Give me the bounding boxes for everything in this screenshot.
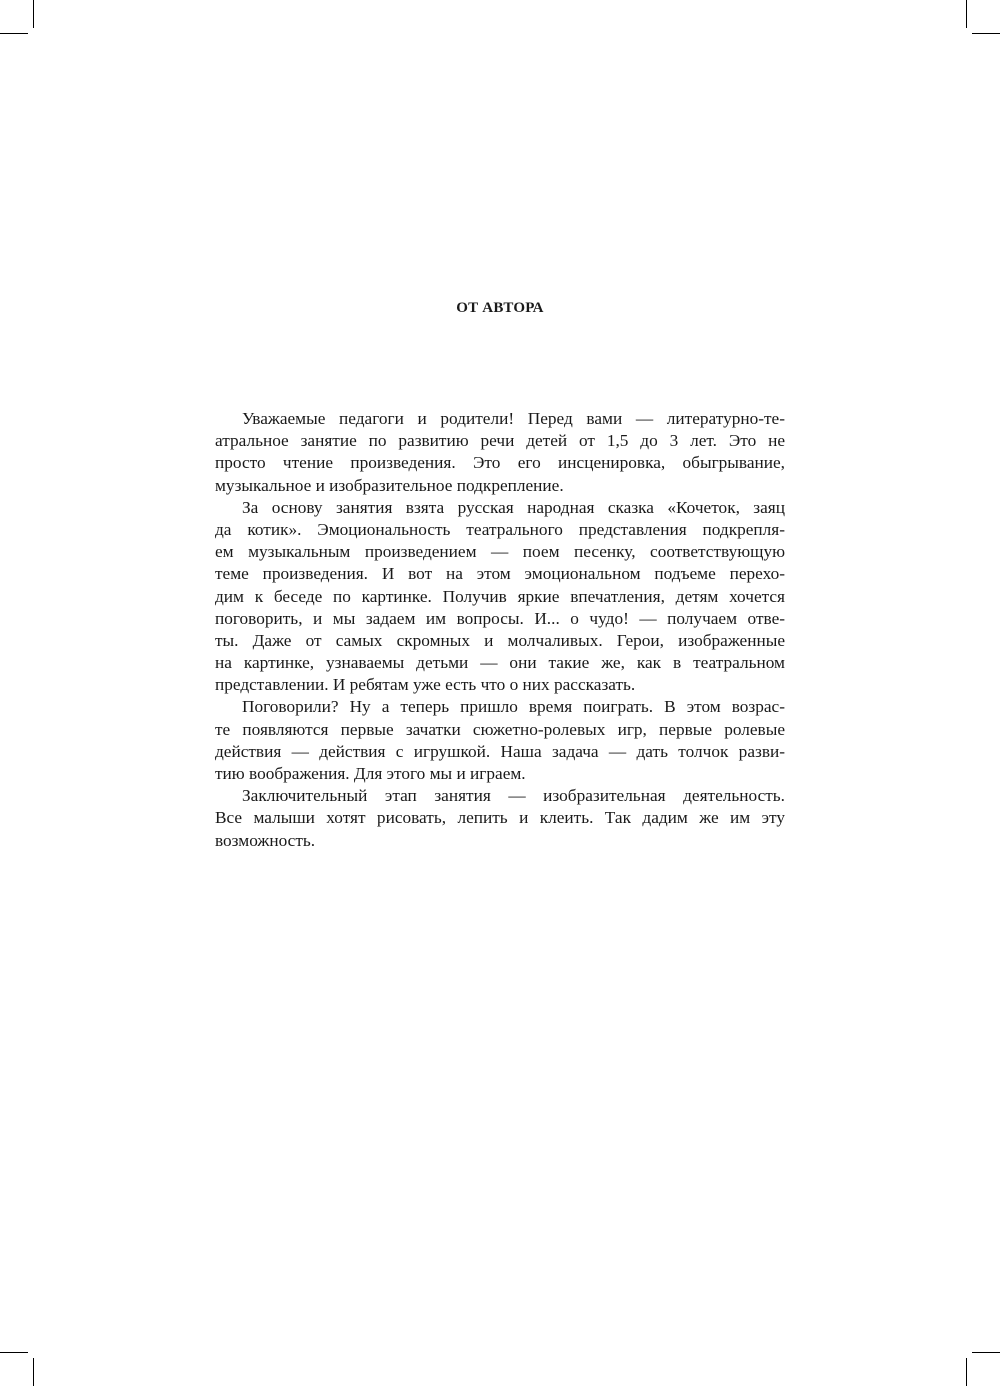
text-line: поговорить, и мы задаем им вопросы. И... о чудо! — получаем отве- bbox=[215, 608, 785, 628]
crop-mark-top-left bbox=[33, 0, 34, 28]
text-line: Уважаемые педагоги и родители! Перед вами — литературно-те- bbox=[242, 409, 785, 428]
crop-mark-top-right-h bbox=[972, 33, 1000, 34]
crop-mark-bottom-right bbox=[966, 1358, 967, 1386]
text-line: представлении. И ребятам уже есть что о них рассказать. bbox=[215, 675, 636, 695]
text-line: музыкальное и изобразительное подкрепление. bbox=[215, 475, 564, 495]
crop-mark-bottom-left bbox=[33, 1358, 34, 1386]
crop-mark-top-left-h bbox=[0, 33, 28, 34]
body-text bbox=[215, 408, 785, 852]
page-title: ОТ АВТОРА bbox=[456, 300, 544, 316]
text-line: на картинке, узнаваемы детьми — они такие же, как в театральном bbox=[215, 653, 785, 673]
crop-mark-bottom-left-h bbox=[0, 1352, 28, 1353]
text-line: просто чтение произведения. Это его инсценировка, обыгрывание, bbox=[215, 453, 785, 473]
text-line: Заключительный этап занятия — изобразительная деятельность. bbox=[242, 786, 785, 806]
text-line: Поговорили? Ну а теперь пришло время поиграть. В этом возрас- bbox=[242, 697, 785, 717]
text-line: ты. Даже от самых скромных и молчаливых. Герои, изображенные bbox=[215, 630, 785, 650]
text-line: возможность. bbox=[215, 830, 316, 850]
text-line: ем музыкальным произведением — поем песенку, соответствующую bbox=[215, 542, 785, 562]
text-line: теме произведения. И вот на этом эмоциональном подъеме перехо- bbox=[215, 564, 785, 584]
text-line: За основу занятия взята русская народная сказка «Кочеток, заяц bbox=[242, 497, 785, 517]
crop-mark-top-right bbox=[966, 0, 967, 28]
text-line: атральное занятие по развитию речи детей от 1,5 до 3 лет. Это не bbox=[215, 431, 785, 451]
text-line: дим к беседе по картинке. Получив яркие впечатления, детям хочется bbox=[215, 586, 785, 606]
text-line: те появляются первые зачатки сюжетно-ролевых игр, первые ролевые bbox=[215, 719, 785, 739]
text-line: тию воображения. Для этого мы и играем. bbox=[215, 764, 526, 783]
text-line: да котик». Эмоциональность театрального представления подкрепля- bbox=[215, 519, 785, 539]
text-line: Все малыши хотят рисовать, лепить и клеить. Так дадим же им эту bbox=[215, 808, 785, 828]
crop-mark-bottom-right-h bbox=[972, 1352, 1000, 1353]
text-line: действия — действия с игрушкой. Наша задача — дать толчок разви- bbox=[215, 741, 785, 761]
